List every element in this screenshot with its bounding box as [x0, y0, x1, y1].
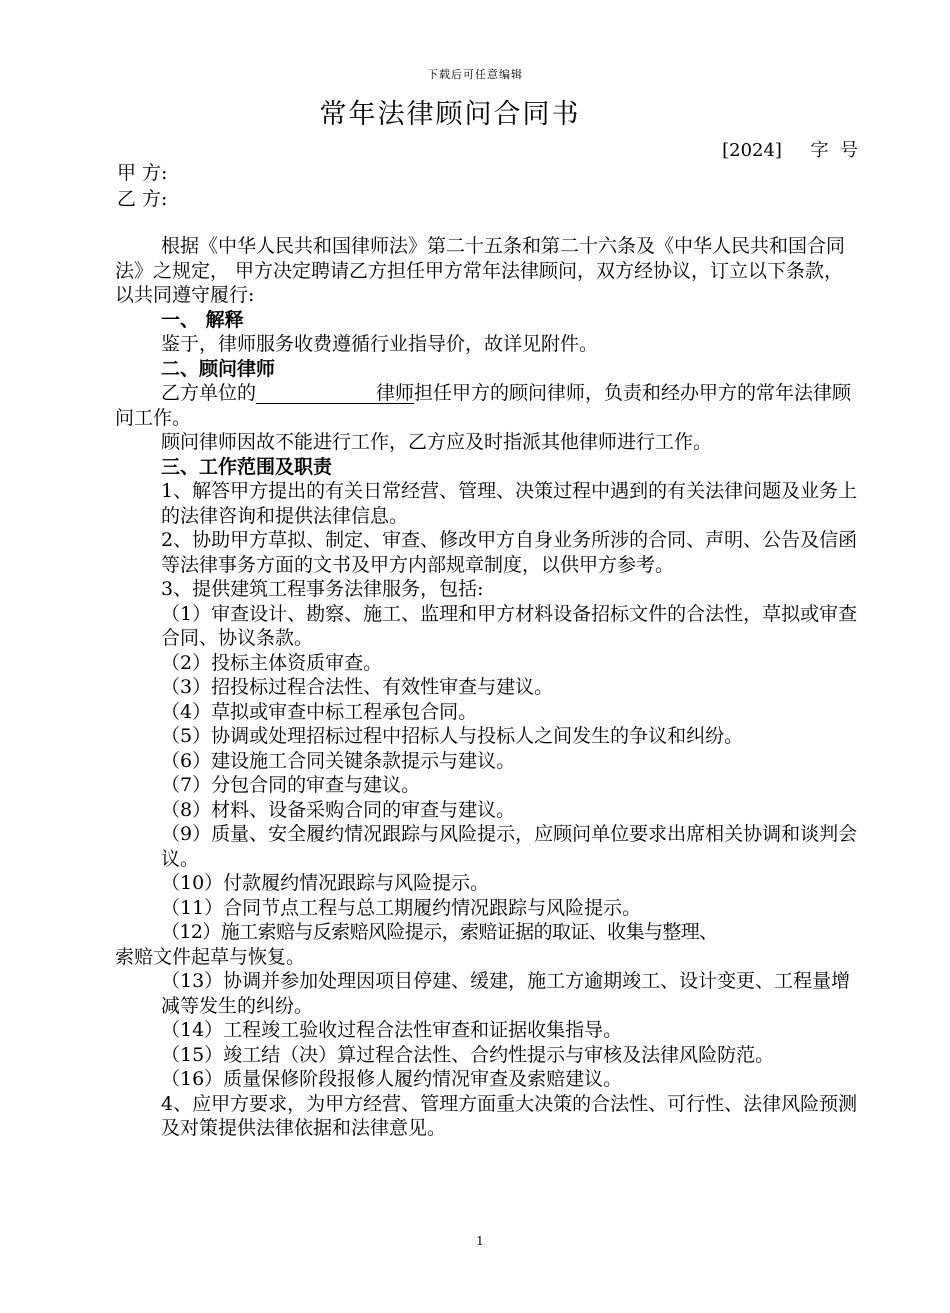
contract-body [115, 234, 860, 1141]
party-b-label: 乙 方: [117, 188, 168, 210]
text-segment: 乙方单位的 [161, 382, 257, 404]
list-item: 2、协助甲方草拟、制定、审查、修改甲方自身业务所涉的合同、声明、公告及信函等法律事务方面的文书及甲方内部规章制度，以供甲方参考。 [161, 529, 858, 576]
party-a-label: 甲 方: [117, 162, 168, 184]
sub-item: （3）招投标过程合法性、有效性审查与建议。 [161, 676, 554, 698]
sub-item: （11）合同节点工程与总工期履约情况跟踪与风险提示。 [161, 896, 642, 919]
section-heading: 三、工作范围及职责 [161, 455, 333, 478]
sub-item: （14）工程竣工验收过程合法性审查和证据收集指导。 [161, 1019, 623, 1041]
sub-item: （16）质量保修阶段报修人履约情况审查及索赔建议。 [161, 1068, 623, 1090]
sub-item-continuation: 索赔文件起草与恢复。 [115, 945, 306, 968]
sub-item: （6）建设施工合同关键条款提示与建议。 [161, 749, 516, 772]
document-title: 常年法律顾问合同书 [319, 99, 581, 130]
lawyer-assignment-paragraph [115, 381, 860, 430]
preamble-paragraph: 根据《中华人民共和国律师法》第二十五条和第二十六条及《中华人民共和国合同法》之规定， 甲方决定聘请乙方担任甲方常年法律顾问，双方经协议，订立以下条款，以共同遵守履行: [115, 235, 846, 306]
text-segment: 担任甲方的顾问律师，负责和经办甲方的常年法律顾问工作。 [115, 382, 852, 429]
page-number: 1 [476, 1234, 484, 1248]
sub-item: （5）协调或处理招标过程中招标人与投标人之间发生的争议和纠纷。 [161, 725, 744, 747]
list-item: 1、解答甲方提出的有关日常经营、管理、决策过程中遇到的有关法律问题及业务上的法律咨询和提供法律信息。 [161, 480, 858, 527]
sub-item: （13）协调并参加处理因项目停建、缓建，施工方逾期竣工、设计变更、工程量增减等发生的纠纷。 [161, 970, 851, 1017]
paragraph: 顾问律师因故不能进行工作，乙方应及时指派其他律师进行工作。 [161, 431, 713, 453]
sub-item: （15）竣工结（决）算过程合法性、合约性提示与审核及法律风险防范。 [161, 1043, 775, 1066]
list-item: 4、应甲方要求，为甲方经营、管理方面重大决策的合法性、可行性、法律风险预测及对策提供法律依据和法律意见。 [161, 1092, 858, 1139]
sub-item: （12）施工索赔与反索赔风险提示，索赔证据的取证、收集与整理、 [161, 921, 718, 943]
sub-item: （4）草拟或审查中标工程承包合同。 [161, 700, 478, 723]
sub-item: （8）材料、设备采购合同的审查与建议。 [161, 798, 516, 821]
sub-item: （10）付款履约情况跟踪与风险提示。 [161, 872, 490, 894]
list-item: 3、提供建筑工程事务法律服务，包括: [161, 578, 484, 600]
lawyer-name-blank: 律师 [256, 383, 414, 404]
sub-item: （2）投标主体资质审查。 [161, 651, 383, 674]
section-heading: 二、顾问律师 [161, 357, 276, 380]
paragraph: 鉴于，律师服务收费遵循行业指导价，故详见附件。 [161, 333, 599, 355]
contract-reference: [2024] 字 号 [722, 140, 858, 161]
section-heading: 一、 解释 [161, 308, 244, 331]
sub-item: （1）审查设计、勘察、施工、监理和甲方材料设备招标文件的合法性，草拟或审查合同、协议条款。 [161, 602, 858, 649]
sub-item: （7）分包合同的审查与建议。 [161, 774, 421, 796]
header-note: 下载后可任意编辑 [427, 68, 523, 81]
sub-item: （9）质量、安全履约情况跟踪与风险提示，应顾问单位要求出席相关协调和谈判会议。 [161, 823, 858, 870]
